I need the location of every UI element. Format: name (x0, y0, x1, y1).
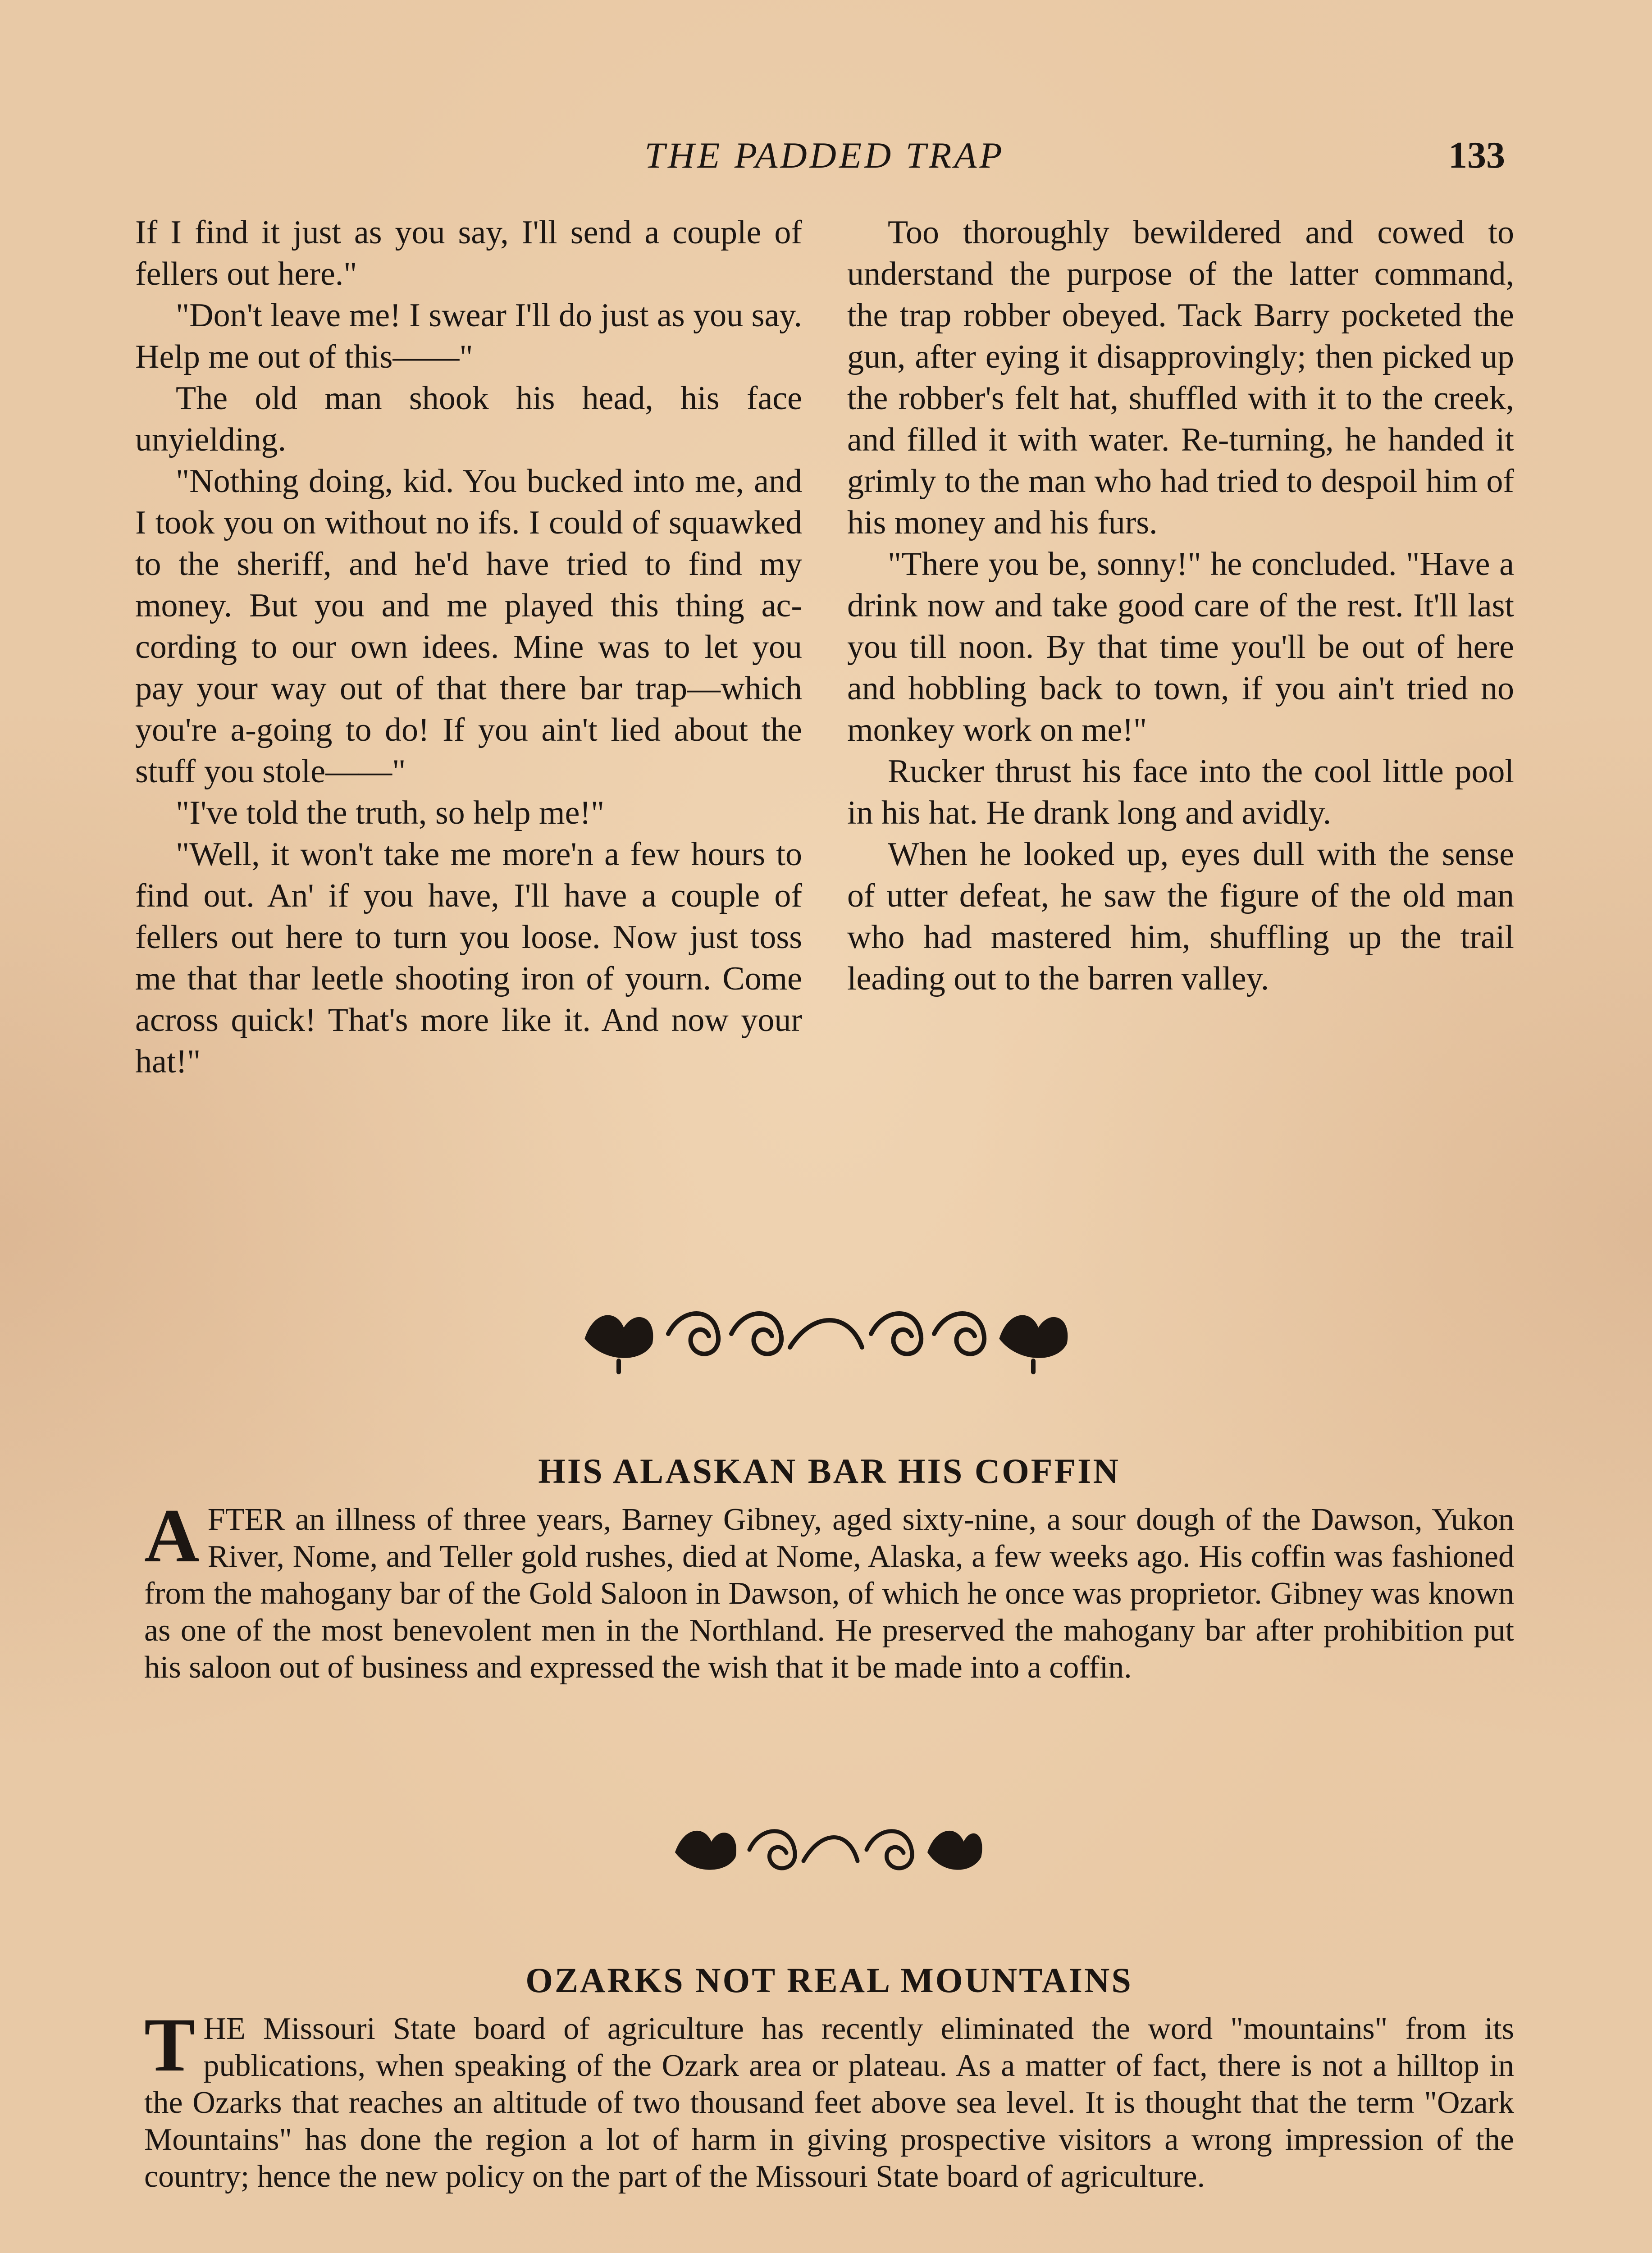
paragraph: If I find it just as you say, I'll send a couple of fellers out here." (135, 214, 802, 292)
paragraph: The old man shook his head, his face unyielding. (135, 380, 802, 458)
paragraph: "There you be, sonny!" he concluded. "Have a drink now and take good care of the rest. It'll last you till noon. By that time you'll be out of here and hobbling back to town, if you ain't tried no monkey work on me!" (847, 546, 1514, 748)
article-title: HIS ALASKAN BAR HIS COFFIN (538, 1451, 1120, 1491)
leaf-ornament-right (1002, 1318, 1065, 1372)
paragraph: "Nothing doing, kid. You bucked into me, and I took you on without no ifs. I could of squawked to the sheriff, and he'd have tried to find my money. But you and me played this thing ac-cording to our own idees. Mine was to let you pay your way out of that there bar trap—which you're a-going to do! If you ain't lied about the stuff you stole——" (135, 463, 802, 790)
page-number: 133 (1448, 134, 1505, 176)
drop-cap: A (144, 1493, 200, 1578)
left-column (135, 212, 802, 1082)
running-title: THE PADDED TRAP (644, 135, 1005, 176)
right-column (847, 212, 1514, 999)
paragraph: "Well, it won't take me more'n a few hours to find out. An' if you have, I'll have a couple of fellers out here to turn you loose. Now just toss me that thar leetle shooting iron of yourn. Come across quick! That's more like it. And now your hat!" (135, 836, 802, 1080)
article-text: FTER an illness of three years, Barney Gibney, aged sixty-nine, a sour dough of the Dawson, Yukon River, Nome, and Teller gold rushes, died at Nome, Alaska, a few weeks ago. His coffin was fashioned from the mahogany bar of the Gold Saloon in Dawson, of which he once was proprietor. Gibney was known as one of the most benevolent men in the Northland. He preserved the mahogany bar after prohibition put his saloon out of business and expressed the wish that it be made into a coffin. (144, 1502, 1514, 1685)
paragraph: When he looked up, eyes dull with the sense of utter defeat, he saw the figure of the old man who had mastered him, shuffling up the trail leading out to the barren valley. (847, 836, 1514, 997)
article-alaskan-bar (144, 1446, 1514, 1686)
leaf-ornament-left (587, 1318, 651, 1372)
scroll-ornament-icon (578, 1293, 1074, 1374)
article-body (144, 1493, 1514, 1686)
paragraph: Too thoroughly bewildered and cowed to understand the purpose of the latter command, the trap robber obeyed. Tack Barry pocketed the gun, after eying it disapprovingly; then picked up the robber's felt hat, shuffled with it to the creek, and filled it with water. Re-turning, he handed it grimly to the man who had tried to despoil him of his money and his furs. (847, 214, 1514, 541)
story-columns (135, 212, 1514, 1221)
drop-cap: T (144, 2002, 196, 2087)
scroll-ornament-icon (668, 1811, 984, 1884)
article-text: HE Missouri State board of agriculture has recently eliminated the word "mountains" from its publications, when speaking of the Ozark area or plateau. As a matter of fact, there is not a hilltop in the Ozarks that reaches an altitude of two thousand feet above sea level. It is thought that the term "Ozark Mountains" has done the region a lot of harm in giving prospective visitors a wrong impression of the country; hence the new policy on the part of the Missouri State board of agriculture. (144, 2011, 1514, 2194)
article-body (144, 2002, 1514, 2195)
page-header (135, 122, 1514, 189)
paragraph: Rucker thrust his face into the cool little pool in his hat. He drank long and avidly. (847, 753, 1514, 831)
article-title: OZARKS NOT REAL MOUNTAINS (525, 1961, 1133, 2000)
article-ozarks (144, 1956, 1514, 2195)
paragraph: "I've told the truth, so help me!" (176, 794, 605, 831)
paragraph: "Don't leave me! I swear I'll do just as you say. Help me out of this——" (135, 297, 802, 375)
